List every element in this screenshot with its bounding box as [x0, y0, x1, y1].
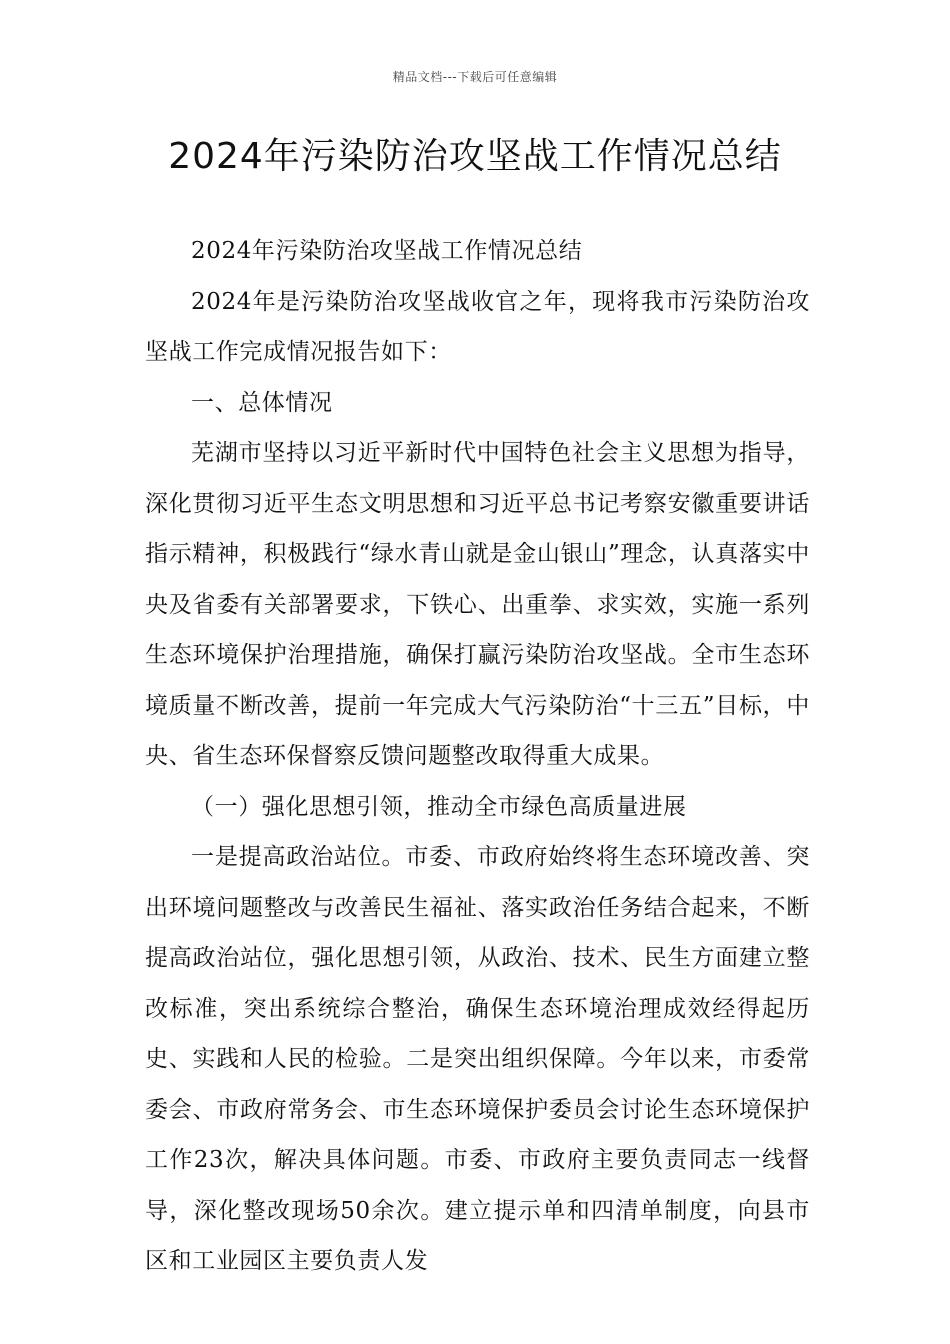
section-heading-overall: 一、总体情况 — [191, 389, 333, 416]
paragraph-detail: 一是提高政治站位。市委、市政府始终将生态环境改善、突出环境问题整改与改善民生福祉、落实政治任务结合起来，不断提高政治站位，强化思想引领，从政治、技术、民生方面建立整改标准，突出系统综合整治，确保生态环境治理成效经得起历史、实践和人民的检验。二是突出组织保障。今年以来，市委常委会、市政府常务会、市生态环境保护委员会讨论生态环境保护工作23次，解决具体问题。市委、市政府主要负责同志一线督导，深化整改现场50余次。建立提示单和四清单制度，向县市区和工业园区主要负责人发 — [145, 844, 810, 1274]
paragraph-intro: 2024年是污染防治攻坚战收官之年，现将我市污染防治攻坚战工作完成情况报告如下： — [145, 288, 810, 365]
subsection-heading-1: （一）强化思想引领，推动全市绿色高质量进展 — [191, 793, 687, 820]
paragraph-subtitle: 2024年污染防治攻坚战工作情况总结 — [191, 238, 583, 264]
header-note: 精品文档---下载后可任意编辑 — [392, 70, 558, 84]
document-body — [145, 226, 810, 1287]
document-title: 2024年污染防治攻坚战工作情况总结 — [168, 136, 782, 177]
paragraph-overview: 芜湖市坚持以习近平新时代中国特色社会主义思想为指导，深化贯彻习近平生态文明思想和习近平总书记考察安徽重要讲话指示精神，积极践行“绿水青山就是金山银山”理念，认真落实中央及省委有关部署要求，下铁心、出重拳、求实效，实施一系列生态环境保护治理措施，确保打赢污染防治攻坚战。全市生态环境质量不断改善，提前一年完成大气污染防治“十三五”目标，中央、省生态环保督察反馈问题整改取得重大成果。 — [145, 440, 810, 769]
